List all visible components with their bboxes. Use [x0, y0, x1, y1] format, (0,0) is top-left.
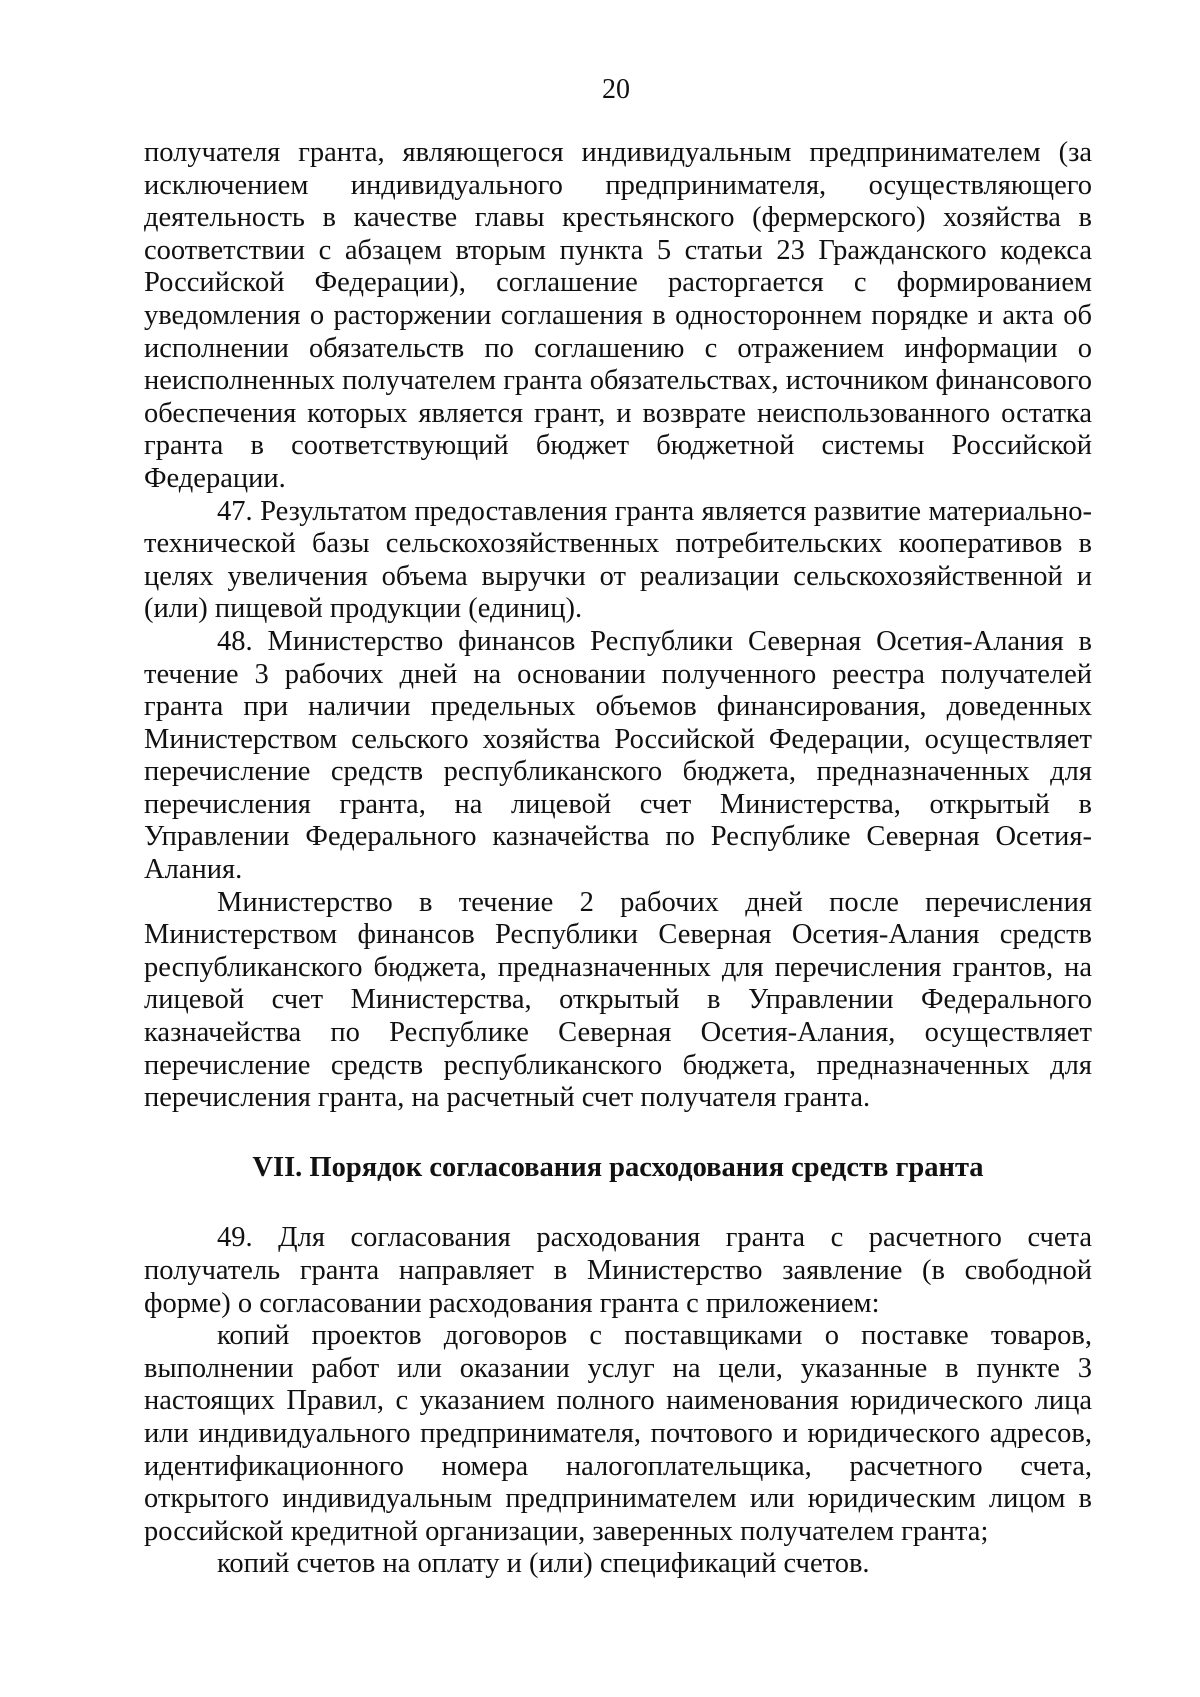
paragraph-ministry-transfer: Министерство в течение 2 рабочих дней после перечисления Министерством финансов Республики Северная Осетия-Алания средств республиканского бюджета, предназначенных для перечисления грантов, на лицевой счет Министерства, открытый в Управлении Федерального казначейства по Республике Северная Осетия-Алания, осуществляет перечисление средств республиканского бюджета, предназначенных для перечисления гранта, на расчетный счет получателя гранта.: [144, 886, 1092, 1114]
paragraph-item-49: 49. Для согласования расходования гранта с расчетного счета получатель гранта направляет в Министерство заявление (в свободной форме) о согласовании расходования гранта с приложением:: [144, 1222, 1092, 1319]
section-heading: VII. Порядок согласования расходования средств гранта: [252, 1151, 984, 1183]
paragraph-item-47: 47. Результатом предоставления гранта является развитие материально-технической базы сельскохозяйственных потребительских кооперативов в целях увеличения объема выручки от реализации сельскохозяйственной и (или) пищевой продукции (единиц).: [144, 495, 1092, 625]
document-body: [144, 137, 1092, 1581]
paragraph-contract-copies: копий проектов договоров с поставщиками о поставке товаров, выполнении работ или оказании услуг на цели, указанные в пункте 3 настоящих Правил, с указанием полного наименования юридического лица или индивидуального предпринимателя, почтового и юридического адресов, идентификационного номера налогоплательщика, расчетного счета, открытого индивидуальным предпринимателем или юридическим лицом в российской кредитной организации, заверенных получателем гранта;: [144, 1320, 1092, 1547]
paragraph-continuation: получателя гранта, являющегося индивидуальным предпринимателем (за исключением индивидуального предпринимателя, осуществляющего деятельность в качестве главы крестьянского (фермерского) хозяйства в соответствии с абзацем вторым пункта 5 статьи 23 Гражданского кодекса Российской Федерации), соглашение расторгается с формированием уведомления о расторжении соглашения в одностороннем порядке и акта об исполнении обязательств по соглашению с отражением информации о неисполненных получателем гранта обязательствах, источником финансового обеспечения которых является грант, и возврате неиспользованного остатка гранта в соответствующий бюджет бюджетной системы Российской Федерации.: [144, 137, 1092, 494]
paragraph-item-48: 48. Министерство финансов Республики Северная Осетия-Алания в течение 3 рабочих дней на основании полученного реестра получателей гранта при наличии предельных объемов финансирования, доведенных Министерством сельского хозяйства Российской Федерации, осуществляет перечисление средств республиканского бюджета, предназначенных для перечисления гранта, на лицевой счет Министерства, открытый в Управлении Федерального казначейства по Республике Северная Осетия-Алания.: [144, 625, 1092, 886]
page-number: 20: [602, 74, 630, 105]
paragraph-invoice-copies: копий счетов на оплату и (или) спецификаций счетов.: [217, 1548, 870, 1580]
